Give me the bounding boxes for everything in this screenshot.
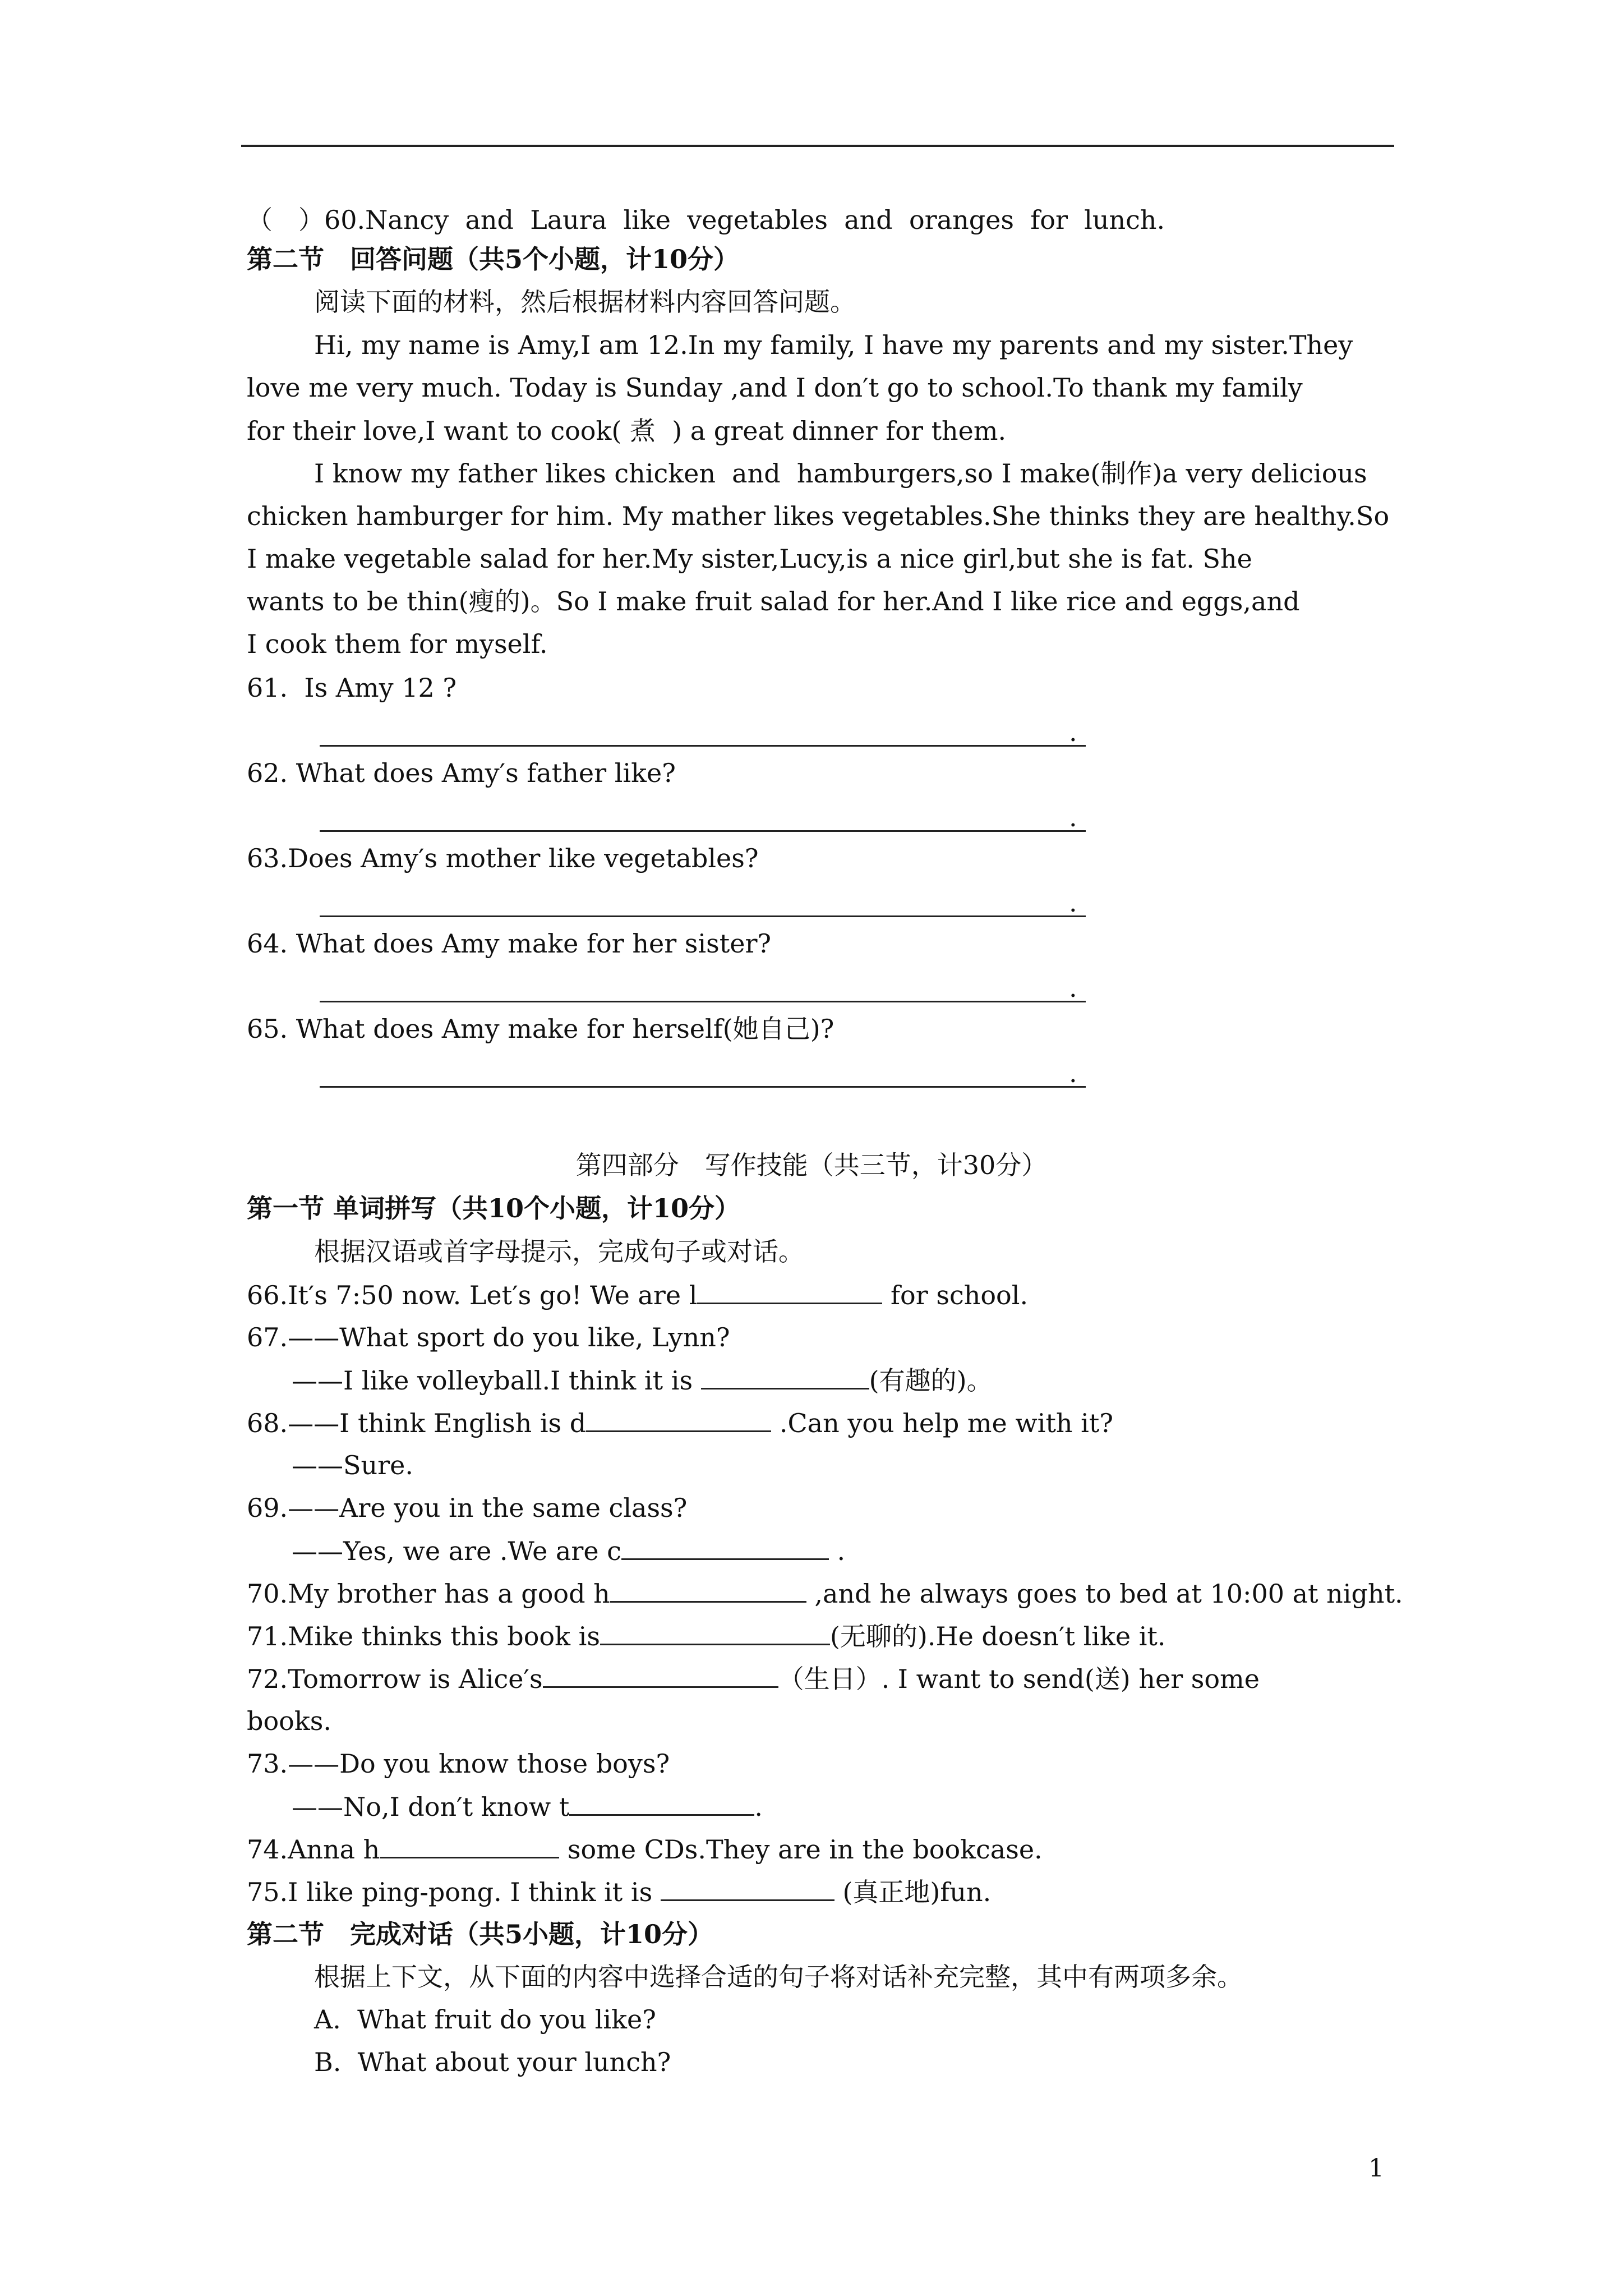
question-73-b <box>292 1789 763 1824</box>
passage-line-1: Hi, my name is Amy,I am 12.In my family, I have my parents and my sister.They <box>314 330 1353 360</box>
q68-text-a: 68.——I think English is d <box>247 1408 587 1438</box>
answer-line-61[interactable] <box>320 745 1086 747</box>
q71-text-a: 71.Mike thinks this book is <box>247 1621 600 1651</box>
question-63: 63.Does Amy′s mother like vegetables? <box>247 843 759 873</box>
passage-line-3: for their love,I want to cook( 煮 ) a great dinner for them. <box>247 416 1007 446</box>
question-70 <box>247 1576 1403 1611</box>
q71-text-b: (无聊的).He doesn′t like it. <box>829 1621 1166 1651</box>
blank-73[interactable] <box>569 1789 754 1816</box>
question-69-a: 69.——Are you in the same class? <box>247 1493 688 1523</box>
answer-period-62: . <box>1069 802 1077 832</box>
passage-line-4: I know my father likes chicken and hamburgers,so I make(制作)a very delicious <box>314 458 1367 489</box>
question-73-a: 73.——Do you know those boys? <box>247 1749 670 1779</box>
q70-text-a: 70.My brother has a good h <box>247 1579 610 1609</box>
blank-66[interactable] <box>697 1278 882 1304</box>
blank-70[interactable] <box>610 1576 806 1603</box>
q66-text-a: 66.It′s 7:50 now. Let′s go! We are l <box>247 1280 698 1310</box>
answer-line-65[interactable] <box>320 1086 1086 1088</box>
answer-period-63: . <box>1069 887 1077 918</box>
q66-text-b: for school. <box>882 1280 1029 1310</box>
blank-67[interactable] <box>701 1363 869 1389</box>
question-74 <box>247 1832 1043 1866</box>
blank-72[interactable] <box>543 1662 778 1688</box>
question-75 <box>247 1875 991 1909</box>
passage-line-7: wants to be thin(瘦的)。So I make fruit salad for her.And I like rice and eggs,and <box>247 586 1300 616</box>
q67-text-b: (有趣的)。 <box>869 1365 993 1396</box>
question-67-b <box>292 1363 993 1397</box>
question-66 <box>247 1278 1028 1312</box>
question-61: 61. Is Amy 12 ? <box>247 673 457 703</box>
blank-75[interactable] <box>661 1875 834 1901</box>
passage-line-8: I cook them for myself. <box>247 629 548 659</box>
part4-title: 第四部分 写作技能（共三节，计30分） <box>575 1150 1048 1180</box>
section2-instruction: 阅读下面的材料，然后根据材料内容回答问题。 <box>314 287 856 317</box>
q72-text-b: （生日）. I want to send(送) her some <box>778 1664 1260 1694</box>
q74-text-b: some CDs.They are in the bookcase. <box>559 1834 1043 1865</box>
question-62: 62. What does Amy′s father like? <box>247 758 676 788</box>
part4-section1-heading: 第一节 单词拼写（共10个小题，计10分） <box>247 1193 741 1223</box>
answer-line-63[interactable] <box>320 915 1086 917</box>
blank-68[interactable] <box>586 1406 771 1432</box>
q74-text-a: 74.Anna h <box>247 1834 380 1865</box>
blank-69[interactable] <box>621 1534 829 1560</box>
option-b: B. What about your lunch? <box>314 2047 671 2077</box>
question-69-b <box>292 1534 845 1568</box>
part4-section2-heading: 第二节 完成对话（共5小题，计10分） <box>247 1919 714 1949</box>
q69-text-a: ——Yes, we are .We are c <box>292 1536 621 1566</box>
blank-74[interactable] <box>380 1832 559 1858</box>
section2-heading: 第二节 回答问题（共5个小题，计10分） <box>247 244 740 274</box>
question-67-a: 67.——What sport do you like, Lynn? <box>247 1322 730 1352</box>
q73-text-b: . <box>754 1792 763 1822</box>
header-rule <box>241 145 1394 147</box>
question-72-cont: books. <box>247 1706 331 1736</box>
part4-section2-instruction: 根据上下文，从下面的内容中选择合适的句子将对话补充完整，其中有两项多余。 <box>314 1962 1243 1992</box>
passage-line-2: love me very much. Today is Sunday ,and I don′t go to school.To thank my family <box>247 372 1303 403</box>
answer-line-64[interactable] <box>320 1001 1086 1002</box>
blank-71[interactable] <box>600 1619 830 1645</box>
answer-period-64: . <box>1069 973 1077 1003</box>
q69-text-b: . <box>828 1536 846 1566</box>
q73-text-a: ——No,I don′t know t <box>292 1792 570 1822</box>
answer-period-65: . <box>1069 1058 1077 1088</box>
question-71 <box>247 1619 1166 1653</box>
question-68-b: ——Sure. <box>292 1450 413 1480</box>
option-a: A. What fruit do you like? <box>314 2004 656 2035</box>
answer-period-61: . <box>1069 717 1077 747</box>
page-number: 1 <box>1368 2154 1384 2183</box>
q75-text-b: (真正地)fun. <box>834 1877 992 1907</box>
q75-text-a: 75.I like ping-pong. I think it is <box>247 1877 661 1907</box>
question-65: 65. What does Amy make for herself(她自己)? <box>247 1014 834 1044</box>
q68-text-b: .Can you help me with it? <box>771 1408 1114 1438</box>
passage-line-5: chicken hamburger for him. My mather likes vegetables.She thinks they are healthy.So <box>247 501 1390 531</box>
q67-text-a: ——I like volleyball.I think it is <box>292 1365 701 1396</box>
answer-line-62[interactable] <box>320 830 1086 832</box>
q72-text-a: 72.Tomorrow is Alice′s <box>247 1664 543 1694</box>
q70-text-b: ,and he always goes to bed at 10:00 at night. <box>806 1579 1403 1609</box>
part4-section1-instruction: 根据汉语或首字母提示，完成句子或对话。 <box>314 1236 804 1267</box>
question-68-a <box>247 1406 1113 1440</box>
question-72 <box>247 1662 1260 1696</box>
question-60: （ ）60.Nancy and Laura like vegetables and oranges for lunch. <box>247 205 1165 235</box>
passage-line-6: I make vegetable salad for her.My sister,Lucy,is a nice girl,but she is fat. She <box>247 544 1252 574</box>
question-64: 64. What does Amy make for her sister? <box>247 928 772 959</box>
